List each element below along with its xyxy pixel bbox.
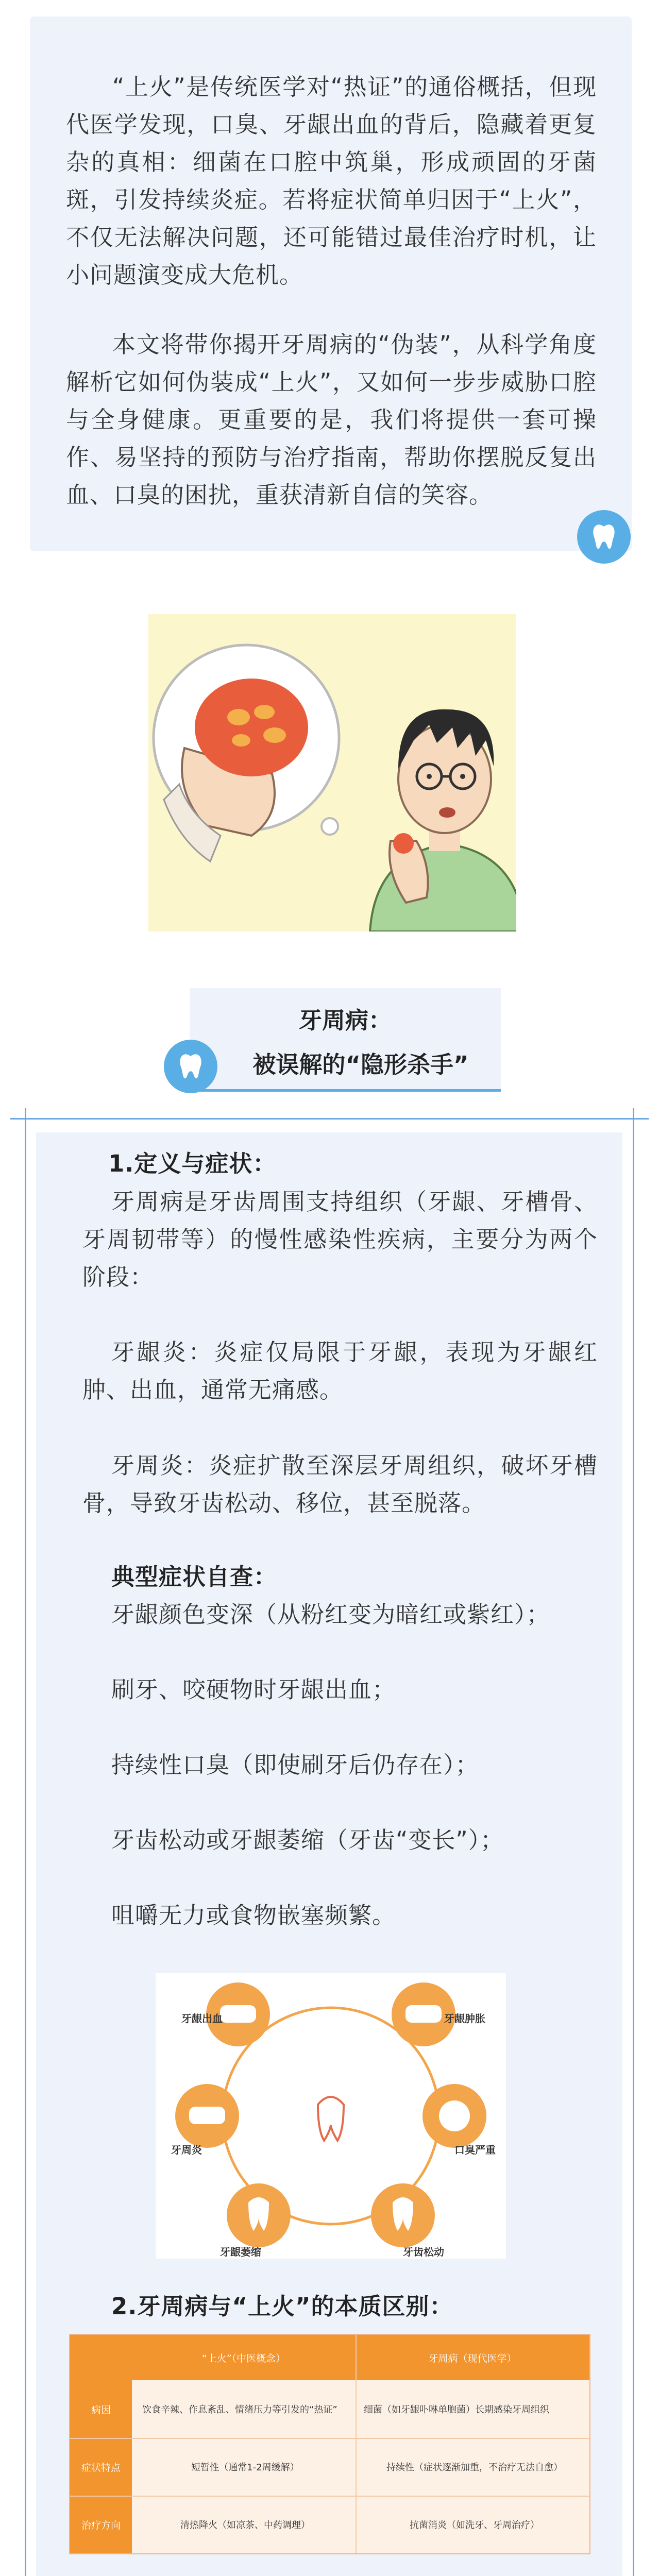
frame-line-right — [633, 1108, 634, 2576]
table-cell: 抗菌消炎（如洗牙、牙周治疗） — [410, 2520, 539, 2531]
table-cell: 短暂性（通常1-2周缓解） — [191, 2462, 299, 2473]
section-heading — [190, 988, 501, 1091]
frame-line-top — [10, 1118, 649, 1120]
table-header-shanghuo: “上火”（中医概念） — [201, 2352, 286, 2364]
difference-heading: 2.牙周病与“上火”的本质区别： — [111, 2293, 453, 2320]
diagram-label-periodontitis: 牙周炎 — [171, 2145, 202, 2156]
table-cell: 细菌（如牙龈卟啉单胞菌）长期感染牙周组织 — [364, 2404, 549, 2415]
tooth-icon — [577, 510, 631, 564]
intro-paragraph-1: “上火”是传统医学对“热证”的通俗概括，但现代医学发现，口臭、牙龈出血的背后，隐藏着更复杂的真相：细菌在口腔中筑巢，形成顽固的牙菌斑，引发持续炎症。若将症状简单归因于“上火”，不仅无法解决问题，还可能错过最佳治疗时机，让小问题演变成大危机。 — [66, 73, 597, 289]
tooth-icon — [164, 1040, 217, 1093]
table-row-label-cause: 病因 — [70, 2380, 132, 2438]
stage-gingivitis: 牙龈炎：炎症仅局限于牙龈，表现为牙龈红肿、出血，通常无痛感。 — [82, 1338, 598, 1403]
symptom-diagram — [156, 1973, 506, 2259]
definition-heading: 1.定义与症状： — [108, 1150, 277, 1177]
table-row-label-symptoms: 症状特点 — [70, 2438, 132, 2496]
table-cell: 饮食辛辣、作息紊乱、情绪压力等引发的“热证” — [142, 2404, 337, 2415]
section-title-line-2: 被误解的“隐形杀手” — [252, 1051, 469, 1078]
symptom-item: 牙齿松动或牙龈萎缩（牙齿“变长”）； — [111, 1826, 504, 1854]
table-divider — [70, 2438, 589, 2439]
cartoon-illustration — [148, 614, 516, 931]
stage-periodontitis: 牙周炎：炎症扩散至深层牙周组织，破坏牙槽骨，导致牙齿松动、移位，甚至脱落。 — [82, 1452, 598, 1517]
diagram-label-recession: 牙龈萎缩 — [220, 2247, 261, 2258]
definition-body: 牙周病是牙齿周围支持组织（牙龈、牙槽骨、牙周韧带等）的慢性感染性疾病，主要分为两个阶段： — [82, 1188, 598, 1291]
symptom-item: 牙龈颜色变深（从粉红变为暗红或紫红）； — [111, 1601, 550, 1628]
frame-line-left — [25, 1108, 26, 2576]
diagram-label-swelling: 牙龈肿胀 — [444, 2013, 485, 2025]
table-row-label-treatment: 治疗方向 — [70, 2496, 132, 2553]
comparison-table — [69, 2334, 590, 2554]
table-divider — [356, 2335, 357, 2553]
symptoms-heading: 典型症状自查： — [111, 1563, 278, 1590]
table-header-periodontal: 牙周病（现代医学） — [428, 2352, 517, 2364]
table-cell: 清热降火（如凉茶、中药调理） — [180, 2520, 310, 2531]
diagram-label-loosening: 牙齿松动 — [403, 2247, 444, 2258]
section-underline — [190, 1089, 501, 1092]
symptom-item: 持续性口臭（即使刷牙后仍存在）； — [111, 1751, 479, 1778]
table-divider — [70, 2496, 589, 2497]
intro-panel — [30, 16, 632, 551]
intro-paragraph-2: 本文将带你揭开牙周病的“伪装”，从科学角度解析它如何伪装成“上火”，又如何一步步威胁口腔与全身健康。更重要的是，我们将提供一套可操作、易坚持的预防与治疗指南，帮助你摆脱反复出血、口臭的困扰，重获清新自信的笑容。 — [66, 331, 597, 509]
symptom-item: 咀嚼无力或食物嵌塞频繁。 — [111, 1902, 396, 1929]
diagram-label-halitosis: 口臭严重 — [454, 2145, 496, 2156]
table-cell: 持续性（症状逐渐加重，不治疗无法自愈） — [386, 2462, 563, 2473]
diagram-label-bleeding: 牙龈出血 — [181, 2013, 223, 2025]
symptom-item: 刷牙、咬硬物时牙龈出血； — [111, 1676, 396, 1703]
section-title-line-1: 牙周病： — [298, 1007, 392, 1034]
